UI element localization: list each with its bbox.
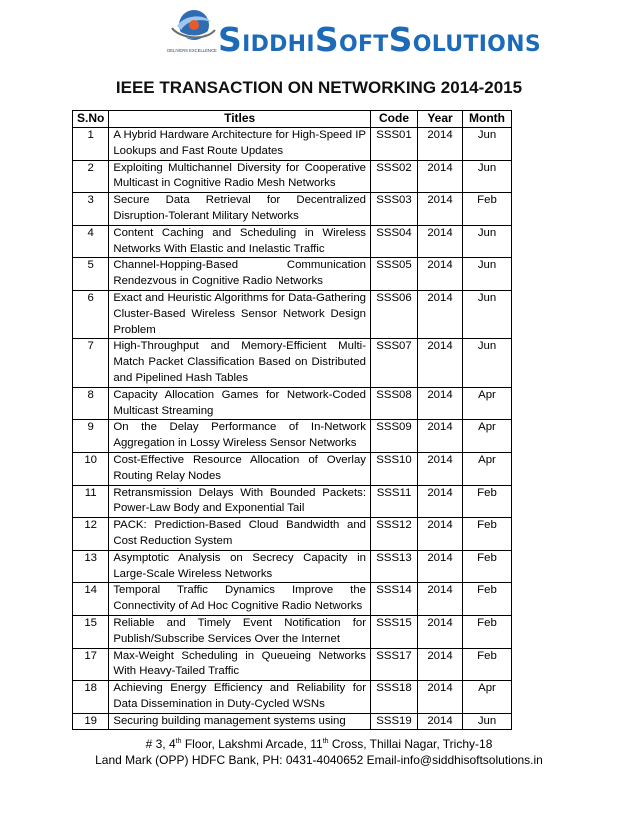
ordinal-suffix: th	[175, 738, 182, 745]
logo-caption: DELIVERS EXCELLENCE	[167, 48, 217, 53]
cell-month: Apr	[463, 681, 512, 714]
address-text: Floor, Lakshmi Arcade, 11	[181, 737, 323, 751]
cell-month: Feb	[463, 193, 512, 226]
cell-month: Apr	[463, 452, 512, 485]
table-row	[73, 339, 512, 387]
cell-title: Retransmission Delays With Bounded Packets: Power-Law Body and Exponential Tail	[109, 485, 371, 518]
table-row	[73, 583, 512, 616]
cell-sno: 3	[73, 193, 109, 226]
cell-year: 2014	[418, 290, 463, 338]
cell-month: Jun	[463, 128, 512, 161]
cell-title: Asymptotic Analysis on Secrecy Capacity in Large-Scale Wireless Networks	[109, 550, 371, 583]
cell-sno: 14	[73, 583, 109, 616]
company-name	[218, 20, 541, 59]
cell-code: SSS09	[371, 420, 418, 453]
cell-code: SSS10	[371, 452, 418, 485]
cell-title: Cost-Effective Resource Allocation of Overlay Routing Relay Nodes	[109, 452, 371, 485]
table-row	[73, 290, 512, 338]
cell-year: 2014	[418, 193, 463, 226]
cell-code: SSS13	[371, 550, 418, 583]
cell-sno: 18	[73, 681, 109, 714]
cell-month: Jun	[463, 160, 512, 193]
cell-sno: 17	[73, 648, 109, 681]
cell-sno: 8	[73, 387, 109, 420]
cell-year: 2014	[418, 550, 463, 583]
column-header-title: Titles	[109, 111, 371, 128]
cell-sno: 19	[73, 713, 109, 730]
document-title: IEEE TRANSACTION ON NETWORKING 2014-2015	[115, 78, 523, 97]
table-header-row	[73, 111, 512, 128]
cell-code: SSS12	[371, 518, 418, 551]
cell-title: On the Delay Performance of In-Network Aggregation in Lossy Wireless Sensor Networks	[109, 420, 371, 453]
brand-letters: S	[314, 20, 339, 59]
table-row	[73, 452, 512, 485]
cell-year: 2014	[418, 583, 463, 616]
cell-month: Feb	[463, 648, 512, 681]
cell-month: Jun	[463, 290, 512, 338]
cell-month: Feb	[463, 550, 512, 583]
table-body	[73, 128, 512, 730]
table-row	[73, 258, 512, 291]
column-header-sno: S.No	[73, 111, 109, 128]
cell-sno: 4	[73, 225, 109, 258]
cell-code: SSS11	[371, 485, 418, 518]
brand-letters: OFT	[338, 32, 389, 57]
address-text: Cross, Thillai Nagar, Trichy-18	[328, 737, 493, 751]
cell-year: 2014	[418, 160, 463, 193]
footer-address-line	[0, 734, 638, 752]
cell-code: SSS08	[371, 387, 418, 420]
cell-title: Capacity Allocation Games for Network-Coded Multicast Streaming	[109, 387, 371, 420]
table-row	[73, 193, 512, 226]
table-row	[73, 518, 512, 551]
cell-code: SSS18	[371, 681, 418, 714]
cell-code: SSS06	[371, 290, 418, 338]
cell-sno: 5	[73, 258, 109, 291]
table-row	[73, 225, 512, 258]
cell-year: 2014	[418, 452, 463, 485]
cell-year: 2014	[418, 681, 463, 714]
cell-title: Secure Data Retrieval for Decentralized Disruption-Tolerant Military Networks	[109, 193, 371, 226]
cell-sno: 11	[73, 485, 109, 518]
address-text: # 3, 4	[145, 737, 176, 751]
cell-code: SSS02	[371, 160, 418, 193]
cell-year: 2014	[418, 713, 463, 730]
cell-year: 2014	[418, 615, 463, 648]
table-row	[73, 387, 512, 420]
brand-letters: OLUTIONS	[412, 32, 542, 57]
cell-sno: 9	[73, 420, 109, 453]
globe-swirl-icon	[167, 8, 217, 54]
cell-code: SSS14	[371, 583, 418, 616]
cell-code: SSS17	[371, 648, 418, 681]
cell-title: A Hybrid Hardware Architecture for High-Speed IP Lookups and Fast Route Updates	[109, 128, 371, 161]
cell-month: Apr	[463, 387, 512, 420]
cell-year: 2014	[418, 128, 463, 161]
cell-code: SSS05	[371, 258, 418, 291]
table-row	[73, 420, 512, 453]
cell-year: 2014	[418, 339, 463, 387]
cell-title: Securing building management systems using	[109, 713, 371, 730]
cell-month: Apr	[463, 420, 512, 453]
cell-year: 2014	[418, 518, 463, 551]
brand-letters: S	[218, 20, 243, 59]
cell-month: Jun	[463, 225, 512, 258]
cell-year: 2014	[418, 648, 463, 681]
brand-letters: S	[388, 20, 413, 59]
table-row	[73, 648, 512, 681]
cell-year: 2014	[418, 225, 463, 258]
cell-month: Feb	[463, 583, 512, 616]
cell-code: SSS07	[371, 339, 418, 387]
cell-sno: 15	[73, 615, 109, 648]
cell-sno: 6	[73, 290, 109, 338]
cell-sno: 7	[73, 339, 109, 387]
cell-title: High-Throughput and Memory-Efficient Multi-Match Packet Classification Based on Distributed and Pipelined Hash Tables	[109, 339, 371, 387]
cell-title: Exploiting Multichannel Diversity for Cooperative Multicast in Cognitive Radio Mesh Networks	[109, 160, 371, 193]
cell-code: SSS03	[371, 193, 418, 226]
company-logo	[167, 8, 217, 54]
cell-title: Content Caching and Scheduling in Wireless Networks With Elastic and Inelastic Traffic	[109, 225, 371, 258]
table-row	[73, 713, 512, 730]
cell-title: PACK: Prediction-Based Cloud Bandwidth and Cost Reduction System	[109, 518, 371, 551]
cell-sno: 1	[73, 128, 109, 161]
cell-month: Jun	[463, 713, 512, 730]
cell-title: Temporal Traffic Dynamics Improve the Connectivity of Ad Hoc Cognitive Radio Networks	[109, 583, 371, 616]
column-header-month: Month	[463, 111, 512, 128]
footer-address	[0, 734, 638, 768]
column-header-year: Year	[418, 111, 463, 128]
brand-letters: IDDHI	[242, 32, 315, 57]
letterhead	[0, 0, 638, 62]
cell-title: Max-Weight Scheduling in Queueing Networks With Heavy-Tailed Traffic	[109, 648, 371, 681]
cell-year: 2014	[418, 420, 463, 453]
cell-sno: 2	[73, 160, 109, 193]
cell-code: SSS04	[371, 225, 418, 258]
column-header-code: Code	[371, 111, 418, 128]
cell-month: Feb	[463, 518, 512, 551]
cell-sno: 13	[73, 550, 109, 583]
table-row	[73, 681, 512, 714]
cell-sno: 12	[73, 518, 109, 551]
footer-contact-line: Land Mark (OPP) HDFC Bank, PH: 0431-4040652 Email-info@siddhisoftsolutions.in	[95, 753, 543, 767]
paper-titles-table	[72, 110, 512, 730]
table-row	[73, 550, 512, 583]
cell-month: Feb	[463, 485, 512, 518]
table-row	[73, 485, 512, 518]
table-row	[73, 615, 512, 648]
table-row	[73, 128, 512, 161]
cell-title: Achieving Energy Efficiency and Reliability for Data Dissemination in Duty-Cycled WSNs	[109, 681, 371, 714]
cell-title: Reliable and Timely Event Notification for Publish/Subscribe Services Over the Internet	[109, 615, 371, 648]
table-row	[73, 160, 512, 193]
cell-sno: 10	[73, 452, 109, 485]
cell-title: Channel-Hopping-Based Communication Rendezvous in Cognitive Radio Networks	[109, 258, 371, 291]
cell-year: 2014	[418, 258, 463, 291]
cell-month: Feb	[463, 615, 512, 648]
cell-year: 2014	[418, 387, 463, 420]
cell-year: 2014	[418, 485, 463, 518]
cell-month: Jun	[463, 339, 512, 387]
cell-month: Jun	[463, 258, 512, 291]
cell-code: SSS15	[371, 615, 418, 648]
ordinal-suffix: th	[322, 738, 329, 745]
cell-code: SSS01	[371, 128, 418, 161]
cell-title: Exact and Heuristic Algorithms for Data-Gathering Cluster-Based Wireless Sensor Network Design Problem	[109, 290, 371, 338]
cell-code: SSS19	[371, 713, 418, 730]
